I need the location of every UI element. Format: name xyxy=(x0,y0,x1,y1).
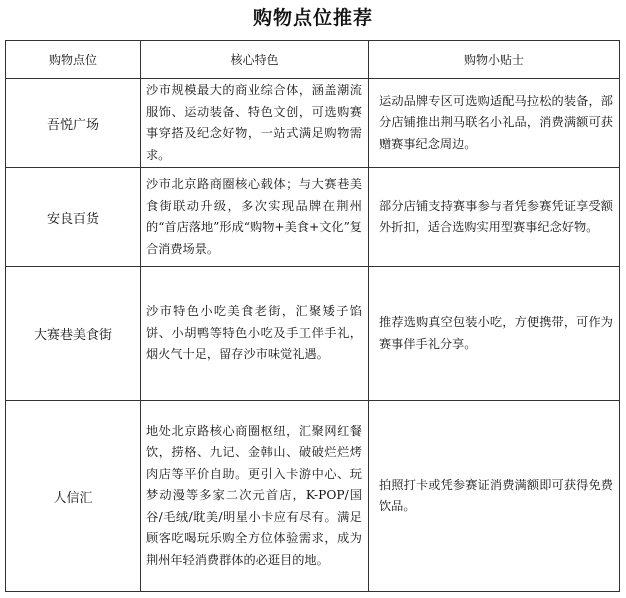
spot-name: 人信汇 xyxy=(6,401,141,592)
header-core-feature: 核心特色 xyxy=(141,41,369,79)
spot-name: 安良百货 xyxy=(6,168,141,267)
table-row xyxy=(6,401,620,592)
spot-name: 大赛巷美食街 xyxy=(6,267,141,401)
spot-feature: 沙市北京路商圈核心载体；与大赛巷美食街联动升级，多次实现品牌在荆州的“首店落地”形成“购物+美食+文化”复合消费场景。 xyxy=(141,168,369,267)
spot-name: 吾悦广场 xyxy=(6,79,141,168)
table-row xyxy=(6,168,620,267)
table-header-row xyxy=(6,41,620,79)
spot-feature: 沙市规模最大的商业综合体，涵盖潮流服饰、运动装备、特色文创，可选购赛事穿搭及纪念好物，一站式满足购物需求。 xyxy=(141,79,369,168)
shopping-spots-table xyxy=(5,40,620,592)
spot-tip: 推荐选购真空包装小吃，方便携带，可作为赛事伴手礼分享。 xyxy=(369,267,620,401)
page-title: 购物点位推荐 xyxy=(252,7,373,29)
spot-tip: 拍照打卡或凭参赛证消费满额即可获得免费饮品。 xyxy=(369,401,620,592)
header-shopping-spot: 购物点位 xyxy=(6,41,141,79)
spot-tip: 运动品牌专区可选购适配马拉松的装备，部分店铺推出荆马联名小礼品，消费满额可获赠赛事纪念周边。 xyxy=(369,79,620,168)
spot-feature: 沙市特色小吃美食老街，汇聚矮子馅饼、小胡鸭等特色小吃及手工伴手礼，烟火气十足，留存沙市味觉礼遇。 xyxy=(141,267,369,401)
table-row xyxy=(6,267,620,401)
spot-tip: 部分店铺支持赛事参与者凭参赛凭证享受额外折扣，适合选购实用型赛事纪念好物。 xyxy=(369,168,620,267)
spot-feature: 地处北京路核心商圈枢纽，汇聚网红餐饮，捞格、九记、金韩山、破破烂烂烤肉店等平价自助。更引入卡游中心、玩梦动漫等多家二次元首店，K-POP/国谷/毛绒/耽美/明星小卡应有尽有。满足顾客吃喝玩乐购全方位体验需求，成为荆州年轻消费群体的必逛目的地。 xyxy=(141,401,369,592)
header-shopping-tips: 购物小贴士 xyxy=(369,41,620,79)
table-row xyxy=(6,79,620,168)
